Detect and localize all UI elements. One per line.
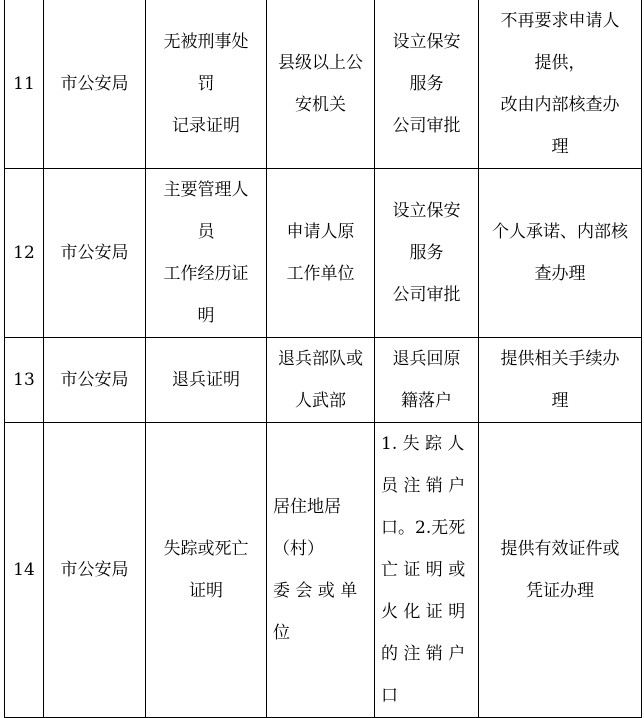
service-item-cell: [375, 423, 479, 718]
table-row: [5, 338, 642, 423]
cell-line: 位: [273, 623, 290, 643]
cell-line: 工作单位: [286, 264, 355, 284]
cell-line: 亡 证 明 或: [381, 560, 466, 580]
cell-line: 主要管理人: [163, 180, 249, 200]
cell-line: 罚: [197, 74, 215, 94]
certificate-cell: [146, 423, 267, 718]
certificate-cell: [146, 0, 267, 169]
department-cell: 市公安局: [44, 0, 146, 169]
cell-line: 居住地居: [273, 497, 341, 517]
cell-line: 理: [551, 137, 569, 157]
department-cell: 市公安局: [44, 338, 146, 423]
service-item-cell: [375, 338, 479, 423]
handling-method-cell: [479, 338, 642, 423]
cell-line: 退兵部队或: [278, 349, 363, 369]
cell-line: 提供，: [534, 53, 586, 73]
cell-line: 不再要求申请人: [500, 11, 620, 31]
cell-line: 籍落户: [401, 391, 452, 411]
handling-method-cell: [479, 0, 642, 169]
cell-line: 凭证办理: [526, 581, 594, 601]
cell-line: 安机关: [295, 95, 346, 115]
cell-line: 设立保安: [392, 201, 461, 221]
cell-line: 失踪或死亡: [163, 539, 249, 559]
cell-line: 个人承诺、内部核: [492, 222, 628, 242]
cell-line: （村）: [273, 539, 324, 559]
issuing-authority-cell: [267, 0, 375, 169]
cell-line: 退兵回原: [392, 349, 461, 369]
cell-line: 火 化 证 明: [381, 602, 466, 622]
issuing-authority-cell: [267, 338, 375, 423]
cell-line: 县级以上公: [278, 53, 363, 73]
row-number-cell: 14: [5, 423, 44, 718]
cell-line: 提供相关手续办: [500, 349, 620, 369]
cell-line: 委 会 或 单: [273, 581, 358, 601]
cell-line: 无被刑事处: [163, 32, 249, 52]
cell-line: 退兵证明: [172, 370, 240, 390]
cell-line: 服务: [409, 74, 444, 94]
cell-line: 口: [381, 686, 398, 706]
cell-line: 改由内部核查办: [500, 95, 620, 115]
row-number-cell: 13: [5, 338, 44, 423]
cell-line: 查办理: [534, 264, 586, 284]
handling-method-cell: [479, 423, 642, 718]
issuing-authority-cell: [267, 169, 375, 338]
cell-line: 工作经历证: [163, 264, 249, 284]
cell-line: 提供有效证件或: [500, 539, 620, 559]
cell-line: 口。2.无死: [381, 518, 466, 538]
document-table: [4, 0, 642, 718]
handling-method-cell: [479, 169, 642, 338]
cell-line: 公司审批: [392, 116, 461, 136]
certificate-cell: [146, 169, 267, 338]
cell-line: 设立保安: [392, 32, 461, 52]
cell-line: 员: [197, 222, 215, 242]
service-item-cell: [375, 169, 479, 338]
table-row: [5, 423, 642, 718]
department-cell: 市公安局: [44, 169, 146, 338]
cell-line: 员 注 销 户: [381, 476, 466, 496]
cell-line: 服务: [409, 243, 444, 263]
cell-line: 1. 失 踪 人: [381, 434, 465, 454]
certificate-cell: [146, 338, 267, 423]
cell-line: 记录证明: [172, 116, 240, 136]
row-number-cell: 11: [5, 0, 44, 169]
row-number-cell: 12: [5, 169, 44, 338]
cell-line: 证明: [189, 581, 223, 601]
issuing-authority-cell: [267, 423, 375, 718]
service-item-cell: [375, 0, 479, 169]
table-row: [5, 0, 642, 169]
table-row: [5, 169, 642, 338]
cell-line: 公司审批: [392, 285, 461, 305]
cell-line: 理: [551, 391, 569, 411]
cell-line: 申请人原: [286, 222, 355, 242]
cell-line: 明: [197, 306, 215, 326]
cell-line: 的 注 销 户: [381, 644, 466, 664]
department-cell: 市公安局: [44, 423, 146, 718]
cell-line: 人武部: [295, 391, 346, 411]
